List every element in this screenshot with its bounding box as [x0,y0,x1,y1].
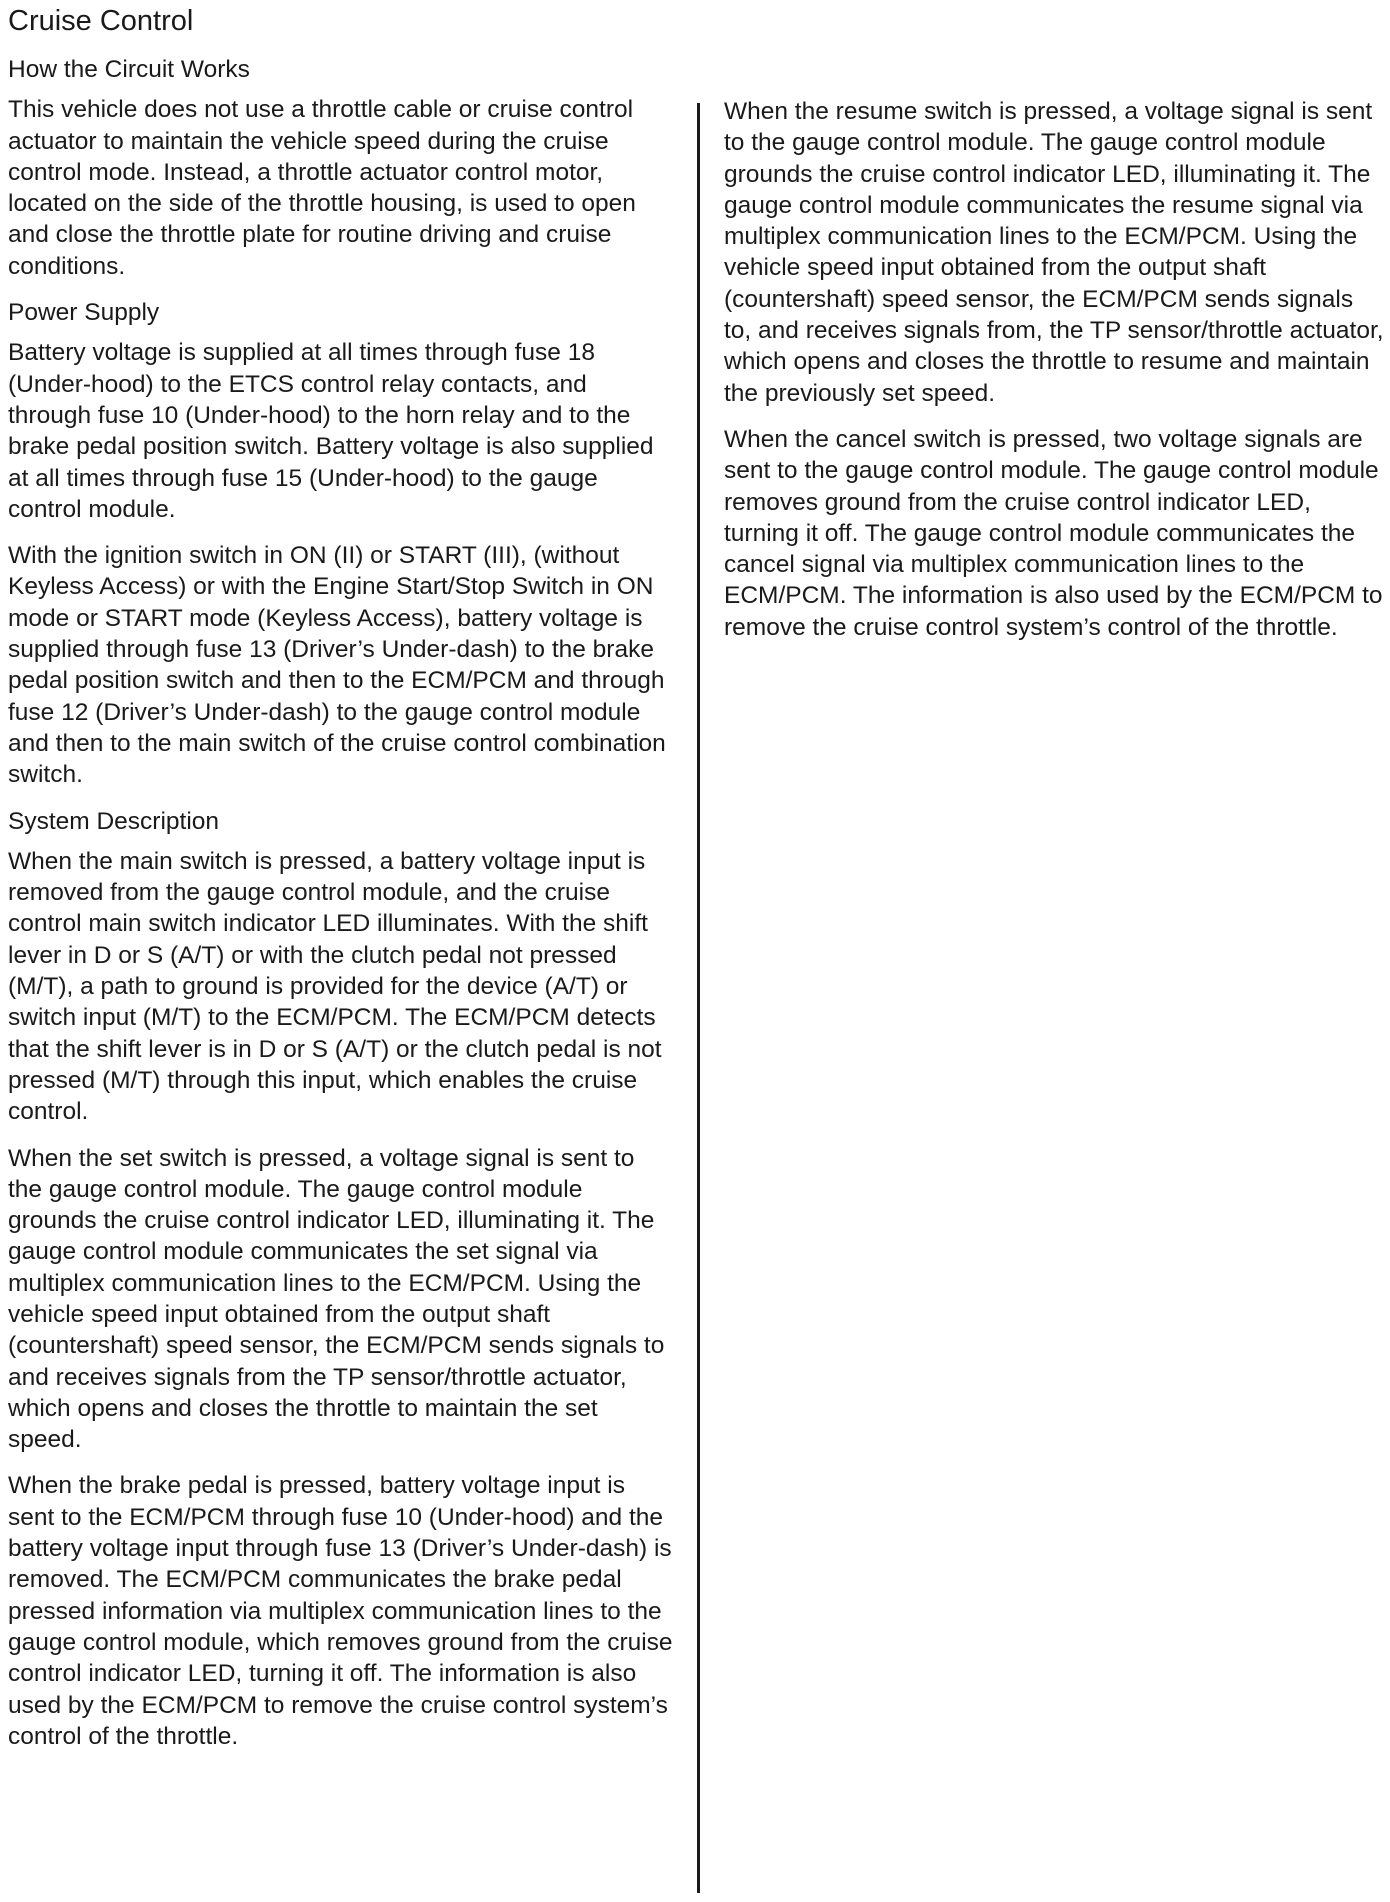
system-description-paragraph: When the brake pedal is pressed, battery voltage input is sent to the ECM/PCM through fuse 10 (Under-hood) and the battery voltage input through fuse 13 (Driver’s Under-dash) is removed. The ECM/PCM communicates the brake pedal pressed information via multiplex communication lines to the gauge control module, which removes ground from the cruise control indicator LED, turning it off. The information is also used by the ECM/PCM to remove the cruise control system’s control of the throttle. [8,1472,673,1750]
page-title: Cruise Control [8,5,194,37]
right-column [724,96,1384,658]
column-divider [697,103,700,1893]
system-description-paragraph: When the set switch is pressed, a voltage signal is sent to the gauge control module. The gauge control module grounds the cruise control indicator LED, illuminating it. The gauge control module communicates the set signal via multiplex communication lines to the ECM/PCM. Using the vehicle speed input obtained from the output shaft (countershaft) speed sensor, the ECM/PCM sends signals to and receives signals from the TP sensor/throttle actuator, which opens and closes the throttle to maintain the set speed. [8,1144,665,1454]
intro-paragraph: This vehicle does not use a throttle cable or cruise control actuator to maintain the vehicle speed during the cruise control mode. Instead, a throttle actuator control motor, located on the side of the throttle housing, is used to open and close the throttle plate for routine driving and cruise conditions. [8,96,636,280]
how-circuit-works-heading: How the Circuit Works [8,56,250,83]
power-supply-heading: Power Supply [8,299,160,327]
system-description-paragraph: When the main switch is pressed, a battery voltage input is removed from the gauge control module, and the cruise control main switch indicator LED illuminates. With the shift lever in D or S (A/T) or with the clutch pedal not pressed (M/T), a path to ground is provided for the device (A/T) or switch input (M/T) to the ECM/PCM. The ECM/PCM detects that the shift lever is in D or S (A/T) or the clutch pedal is not pressed (M/T) through this input, which enables the cruise control. [8,847,662,1126]
power-supply-paragraph: With the ignition switch in ON (II) or START (III), (without Keyless Access) or with the Engine Start/Stop Switch in ON mode or START mode (Keyless Access), battery voltage is supplied through fuse 13 (Driver’s Under-dash) to the brake pedal position switch and then to the ECM/PCM and through fuse 12 (Driver’s Under-dash) to the gauge control module and then to the main switch of the cruise control combination switch. [8,542,666,789]
cancel-switch-paragraph: When the cancel switch is pressed, two voltage signals are sent to the gauge control module. The gauge control module removes ground from the cruise control indicator LED, turning it off. The gauge control module communicates the cancel signal via multiplex communication lines to the ECM/PCM. The information is also used by the ECM/PCM to remove the cruise control system’s control of the throttle. [724,425,1383,641]
resume-switch-paragraph: When the resume switch is pressed, a voltage signal is sent to the gauge control module. The gauge control module grounds the cruise control indicator LED, illuminating it. The gauge control module communicates the resume signal via multiplex communication lines to the ECM/PCM. Using the vehicle speed input obtained from the output shaft (countershaft) speed sensor, the ECM/PCM sends signals to, and receives signals from, the TP sensor/throttle actuator, which opens and closes the throttle to resume and maintain the previously set speed. [724,98,1384,407]
system-description-heading: System Description [8,807,220,835]
power-supply-paragraph: Battery voltage is supplied at all times through fuse 18 (Under-hood) to the ETCS control relay contacts, and through fuse 10 (Under-hood) to the horn relay and to the brake pedal position switch. Battery voltage is also supplied at all times through fuse 15 (Under-hood) to the gauge control module. [8,339,654,523]
left-column [8,54,673,1767]
